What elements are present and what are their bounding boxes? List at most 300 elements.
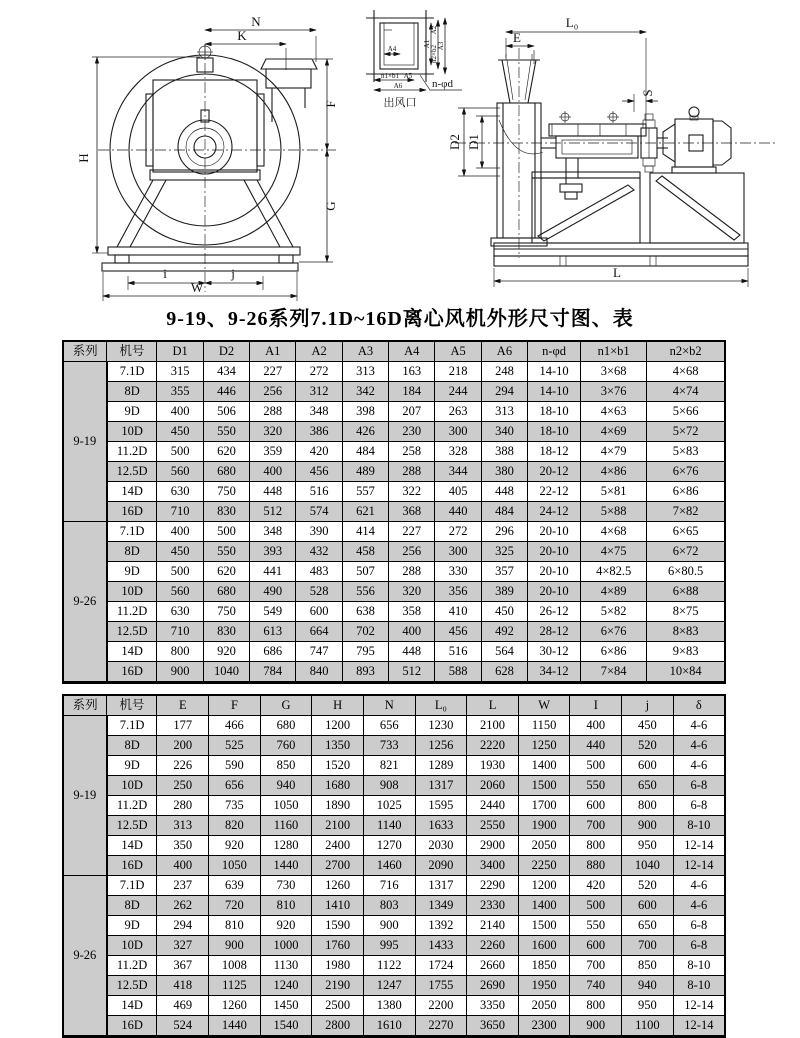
- side-view-drawing: [447, 15, 778, 287]
- value-cell: 1350: [312, 736, 364, 756]
- value-cell: 2050: [518, 836, 570, 856]
- table-row: [63, 482, 725, 502]
- value-cell: 325: [481, 542, 527, 562]
- value-cell: 6-8: [673, 796, 725, 816]
- header-row: [63, 341, 725, 362]
- series-label: 9-19: [63, 362, 107, 522]
- column-header: L: [467, 695, 519, 716]
- value-cell: 500: [570, 896, 622, 916]
- value-cell: 405: [435, 482, 481, 502]
- model-cell: 9D: [107, 562, 157, 582]
- dim-label-n2xb2: n2×b2: [430, 45, 438, 63]
- value-cell: 2300: [518, 1016, 570, 1037]
- value-cell: 830: [203, 622, 249, 642]
- value-cell: 995: [363, 936, 415, 956]
- value-cell: 3×76: [581, 382, 647, 402]
- value-cell: 820: [209, 816, 261, 836]
- value-cell: 4-6: [673, 756, 725, 776]
- header-row: [63, 695, 725, 716]
- value-cell: 28-12: [528, 622, 581, 642]
- value-cell: 750: [203, 482, 249, 502]
- model-cell: 16D: [107, 1016, 157, 1037]
- value-cell: 564: [481, 642, 527, 662]
- model-cell: 12.5D: [107, 976, 157, 996]
- value-cell: 630: [157, 602, 203, 622]
- column-header: 机号: [107, 341, 157, 362]
- value-cell: 5×82: [581, 602, 647, 622]
- value-cell: 900: [622, 816, 674, 836]
- value-cell: 800: [570, 996, 622, 1016]
- value-cell: 650: [622, 916, 674, 936]
- value-cell: 1400: [518, 756, 570, 776]
- value-cell: 400: [157, 402, 203, 422]
- table-row: [63, 602, 725, 622]
- value-cell: 1380: [363, 996, 415, 1016]
- value-cell: 2800: [312, 1016, 364, 1037]
- value-cell: 2290: [467, 876, 519, 896]
- value-cell: 448: [481, 482, 527, 502]
- value-cell: 810: [209, 916, 261, 936]
- value-cell: 312: [296, 382, 342, 402]
- value-cell: 8-10: [673, 816, 725, 836]
- value-cell: 8×75: [647, 602, 725, 622]
- value-cell: 664: [296, 622, 342, 642]
- table-row: [63, 542, 725, 562]
- model-cell: 10D: [107, 582, 157, 602]
- table-row: [63, 642, 725, 662]
- model-cell: 7.1D: [107, 522, 157, 542]
- value-cell: 440: [570, 736, 622, 756]
- column-header: W: [518, 695, 570, 716]
- value-cell: 1595: [415, 796, 467, 816]
- value-cell: 2700: [312, 856, 364, 876]
- value-cell: 686: [250, 642, 296, 662]
- table-row: [63, 916, 725, 936]
- value-cell: 400: [250, 462, 296, 482]
- column-header: L₀: [415, 695, 467, 716]
- outlet-detail-drawing: [366, 10, 462, 109]
- model-cell: 14D: [107, 836, 157, 856]
- table-row: [63, 796, 725, 816]
- value-cell: 432: [296, 542, 342, 562]
- value-cell: 700: [622, 936, 674, 956]
- value-cell: 315: [157, 362, 203, 382]
- value-cell: 348: [296, 402, 342, 422]
- value-cell: 4×63: [581, 402, 647, 422]
- model-cell: 14D: [107, 996, 157, 1016]
- table-row: [63, 562, 725, 582]
- column-header: A4: [389, 341, 435, 362]
- value-cell: 1400: [518, 896, 570, 916]
- value-cell: 516: [296, 482, 342, 502]
- value-cell: 950: [622, 836, 674, 856]
- model-cell: 7.1D: [107, 716, 157, 736]
- value-cell: 450: [157, 542, 203, 562]
- value-cell: 520: [622, 736, 674, 756]
- model-cell: 14D: [107, 482, 157, 502]
- value-cell: 2400: [312, 836, 364, 856]
- value-cell: 434: [203, 362, 249, 382]
- value-cell: 1950: [518, 976, 570, 996]
- model-cell: 11.2D: [107, 602, 157, 622]
- value-cell: 288: [389, 462, 435, 482]
- series-label: 9-26: [63, 876, 107, 1037]
- value-cell: 389: [481, 582, 527, 602]
- value-cell: 2030: [415, 836, 467, 856]
- value-cell: 262: [157, 896, 209, 916]
- value-cell: 30-12: [528, 642, 581, 662]
- dim-label-A5: A5: [403, 72, 413, 80]
- value-cell: 784: [250, 662, 296, 683]
- column-header: 系列: [63, 341, 107, 362]
- table-row: [63, 462, 725, 482]
- value-cell: 1122: [363, 956, 415, 976]
- value-cell: 6-8: [673, 936, 725, 956]
- table-row: [63, 816, 725, 836]
- value-cell: 500: [157, 442, 203, 462]
- value-cell: 1500: [518, 916, 570, 936]
- value-cell: 469: [157, 996, 209, 1016]
- value-cell: 426: [342, 422, 388, 442]
- value-cell: 1317: [415, 876, 467, 896]
- model-cell: 11.2D: [107, 442, 157, 462]
- model-cell: 10D: [107, 936, 157, 956]
- value-cell: 368: [389, 502, 435, 522]
- value-cell: 1256: [415, 736, 467, 756]
- value-cell: 20-10: [528, 582, 581, 602]
- value-cell: 740: [570, 976, 622, 996]
- value-cell: 1260: [209, 996, 261, 1016]
- value-cell: 520: [622, 876, 674, 896]
- dim-label-n1xb1: n1×b1: [381, 72, 399, 80]
- value-cell: 9×83: [647, 642, 725, 662]
- value-cell: 1140: [363, 816, 415, 836]
- value-cell: 1890: [312, 796, 364, 816]
- value-cell: 367: [157, 956, 209, 976]
- dim-label-F: F: [323, 100, 338, 108]
- value-cell: 920: [203, 642, 249, 662]
- value-cell: 5×81: [581, 482, 647, 502]
- value-cell: 600: [622, 756, 674, 776]
- value-cell: 1025: [363, 796, 415, 816]
- value-cell: 710: [157, 502, 203, 522]
- model-cell: 7.1D: [107, 876, 157, 896]
- value-cell: 12-14: [673, 996, 725, 1016]
- value-cell: 720: [209, 896, 261, 916]
- model-cell: 16D: [107, 502, 157, 522]
- column-header: G: [260, 695, 312, 716]
- value-cell: 163: [389, 362, 435, 382]
- value-cell: 230: [389, 422, 435, 442]
- dim-label-A4: A4: [387, 45, 397, 53]
- value-cell: 1200: [312, 716, 364, 736]
- value-cell: 393: [250, 542, 296, 562]
- value-cell: 294: [157, 916, 209, 936]
- value-cell: 1440: [209, 1016, 261, 1037]
- value-cell: 272: [296, 362, 342, 382]
- table-row: [63, 776, 725, 796]
- model-cell: 10D: [107, 776, 157, 796]
- value-cell: 1724: [415, 956, 467, 976]
- column-header: n-φd: [528, 341, 581, 362]
- outline-table-body: [63, 716, 725, 1037]
- model-cell: 9D: [107, 916, 157, 936]
- model-cell: 8D: [107, 896, 157, 916]
- value-cell: 680: [203, 462, 249, 482]
- value-cell: 3400: [467, 856, 519, 876]
- model-cell: 7.1D: [107, 362, 157, 382]
- value-cell: 448: [389, 642, 435, 662]
- table-row: [63, 402, 725, 422]
- model-cell: 11.2D: [107, 956, 157, 976]
- column-header: n2×b2: [647, 341, 725, 362]
- value-cell: 20-10: [528, 522, 581, 542]
- value-cell: 656: [209, 776, 261, 796]
- value-cell: 600: [570, 796, 622, 816]
- series-label: 9-19: [63, 716, 107, 876]
- value-cell: 1050: [209, 856, 261, 876]
- value-cell: 550: [570, 916, 622, 936]
- value-cell: 2550: [467, 816, 519, 836]
- value-cell: 1600: [518, 936, 570, 956]
- value-cell: 294: [481, 382, 527, 402]
- value-cell: 574: [296, 502, 342, 522]
- value-cell: 2440: [467, 796, 519, 816]
- value-cell: 2190: [312, 976, 364, 996]
- value-cell: 1760: [312, 936, 364, 956]
- value-cell: 512: [389, 662, 435, 683]
- value-cell: 355: [157, 382, 203, 402]
- value-cell: 440: [435, 502, 481, 522]
- model-cell: 11.2D: [107, 796, 157, 816]
- value-cell: 588: [435, 662, 481, 683]
- value-cell: 1930: [467, 756, 519, 776]
- value-cell: 2250: [518, 856, 570, 876]
- value-cell: 850: [622, 956, 674, 976]
- value-cell: 1700: [518, 796, 570, 816]
- value-cell: 420: [570, 876, 622, 896]
- value-cell: 4×79: [581, 442, 647, 462]
- value-cell: 272: [435, 522, 481, 542]
- value-cell: 1247: [363, 976, 415, 996]
- value-cell: 2100: [467, 716, 519, 736]
- value-cell: 1755: [415, 976, 467, 996]
- value-cell: 456: [435, 622, 481, 642]
- value-cell: 256: [250, 382, 296, 402]
- table-row: [63, 876, 725, 896]
- value-cell: 1100: [622, 1016, 674, 1037]
- value-cell: 1125: [209, 976, 261, 996]
- value-cell: 1000: [260, 936, 312, 956]
- value-cell: 1900: [518, 816, 570, 836]
- value-cell: 20-10: [528, 542, 581, 562]
- value-cell: 380: [481, 462, 527, 482]
- model-cell: 12.5D: [107, 462, 157, 482]
- value-cell: 4×86: [581, 462, 647, 482]
- value-cell: 512: [250, 502, 296, 522]
- value-cell: 1680: [312, 776, 364, 796]
- value-cell: 600: [570, 936, 622, 956]
- value-cell: 1317: [415, 776, 467, 796]
- value-cell: 14-10: [528, 382, 581, 402]
- value-cell: 3×68: [581, 362, 647, 382]
- value-cell: 710: [157, 622, 203, 642]
- value-cell: 639: [209, 876, 261, 896]
- column-header: A6: [481, 341, 527, 362]
- model-cell: 10D: [107, 422, 157, 442]
- column-header: N: [363, 695, 415, 716]
- value-cell: 507: [342, 562, 388, 582]
- value-cell: 4×68: [647, 362, 725, 382]
- value-cell: 492: [481, 622, 527, 642]
- dim-label-G: G: [323, 201, 338, 211]
- series-label: 9-26: [63, 522, 107, 683]
- value-cell: 3650: [467, 1016, 519, 1037]
- table-row: [63, 976, 725, 996]
- value-cell: 7×84: [581, 662, 647, 683]
- value-cell: 2200: [415, 996, 467, 1016]
- value-cell: 800: [570, 836, 622, 856]
- value-cell: 226: [157, 756, 209, 776]
- value-cell: 418: [157, 976, 209, 996]
- dim-label-n-phi-d: n-φd: [432, 78, 454, 90]
- value-cell: 1130: [260, 956, 312, 976]
- value-cell: 6×76: [647, 462, 725, 482]
- value-cell: 248: [481, 362, 527, 382]
- value-cell: 18-10: [528, 402, 581, 422]
- value-cell: 760: [260, 736, 312, 756]
- dim-label-L: L: [613, 265, 621, 280]
- dim-label-L0: L₀: [565, 15, 579, 30]
- value-cell: 1850: [518, 956, 570, 976]
- value-cell: 1289: [415, 756, 467, 776]
- value-cell: 400: [389, 622, 435, 642]
- value-cell: 2270: [415, 1016, 467, 1037]
- column-header: H: [312, 695, 364, 716]
- column-header: D1: [157, 341, 203, 362]
- value-cell: 528: [296, 582, 342, 602]
- value-cell: 288: [250, 402, 296, 422]
- value-cell: 2330: [467, 896, 519, 916]
- value-cell: 296: [481, 522, 527, 542]
- value-cell: 1250: [518, 736, 570, 756]
- value-cell: 483: [296, 562, 342, 582]
- value-cell: 4×68: [581, 522, 647, 542]
- table-row: [63, 756, 725, 776]
- value-cell: 560: [157, 582, 203, 602]
- value-cell: 525: [209, 736, 261, 756]
- value-cell: 600: [622, 896, 674, 916]
- dimension-table: [62, 340, 726, 684]
- dim-label-A2: A2: [430, 25, 438, 35]
- value-cell: 263: [435, 402, 481, 422]
- page-title: 9-19、9-26系列7.1D~16D离心风机外形尺寸图、表: [166, 308, 634, 330]
- value-cell: 4×74: [647, 382, 725, 402]
- value-cell: 900: [363, 916, 415, 936]
- value-cell: 500: [203, 522, 249, 542]
- table-row: [63, 1016, 725, 1037]
- value-cell: 1040: [203, 662, 249, 683]
- dim-label-H: H: [76, 153, 91, 163]
- value-cell: 386: [296, 422, 342, 442]
- column-header: j: [622, 695, 674, 716]
- value-cell: 420: [296, 442, 342, 462]
- outline-size-table: [62, 694, 726, 1038]
- value-cell: 20-10: [528, 562, 581, 582]
- value-cell: 560: [157, 462, 203, 482]
- value-cell: 250: [157, 776, 209, 796]
- value-cell: 6-8: [673, 776, 725, 796]
- value-cell: 320: [389, 582, 435, 602]
- value-cell: 4×89: [581, 582, 647, 602]
- value-cell: 300: [435, 422, 481, 442]
- value-cell: 441: [250, 562, 296, 582]
- dim-label-j: j: [231, 266, 235, 281]
- table-row: [63, 582, 725, 602]
- value-cell: 716: [363, 876, 415, 896]
- column-header: I: [570, 695, 622, 716]
- value-cell: 900: [209, 936, 261, 956]
- model-cell: 16D: [107, 856, 157, 876]
- value-cell: 2690: [467, 976, 519, 996]
- value-cell: 5×66: [647, 402, 725, 422]
- model-cell: 14D: [107, 642, 157, 662]
- value-cell: 22-12: [528, 482, 581, 502]
- value-cell: 8-10: [673, 956, 725, 976]
- value-cell: 6×88: [647, 582, 725, 602]
- value-cell: 1410: [312, 896, 364, 916]
- value-cell: 600: [296, 602, 342, 622]
- column-header: 机号: [107, 695, 157, 716]
- value-cell: 448: [250, 482, 296, 502]
- value-cell: 358: [389, 602, 435, 622]
- value-cell: 456: [296, 462, 342, 482]
- value-cell: 4×69: [581, 422, 647, 442]
- value-cell: 410: [435, 602, 481, 622]
- value-cell: 908: [363, 776, 415, 796]
- value-cell: 2050: [518, 996, 570, 1016]
- value-cell: 359: [250, 442, 296, 462]
- value-cell: 524: [157, 1016, 209, 1037]
- value-cell: 1280: [260, 836, 312, 856]
- value-cell: 1040: [622, 856, 674, 876]
- value-cell: 348: [250, 522, 296, 542]
- value-cell: 450: [622, 716, 674, 736]
- dimension-table-body: [63, 362, 725, 683]
- value-cell: 342: [342, 382, 388, 402]
- value-cell: 18-12: [528, 442, 581, 462]
- value-cell: 893: [342, 662, 388, 683]
- value-cell: 1392: [415, 916, 467, 936]
- value-cell: 1500: [518, 776, 570, 796]
- value-cell: 803: [363, 896, 415, 916]
- value-cell: 800: [622, 796, 674, 816]
- value-cell: 800: [157, 642, 203, 662]
- value-cell: 12-14: [673, 856, 725, 876]
- table-row: [63, 936, 725, 956]
- value-cell: 1633: [415, 816, 467, 836]
- value-cell: 14-10: [528, 362, 581, 382]
- model-cell: 8D: [107, 542, 157, 562]
- value-cell: 6×86: [647, 482, 725, 502]
- column-header: n1×b1: [581, 341, 647, 362]
- column-header: A3: [342, 341, 388, 362]
- value-cell: 6×80.5: [647, 562, 725, 582]
- value-cell: 613: [250, 622, 296, 642]
- value-cell: 357: [481, 562, 527, 582]
- value-cell: 628: [481, 662, 527, 683]
- value-cell: 2660: [467, 956, 519, 976]
